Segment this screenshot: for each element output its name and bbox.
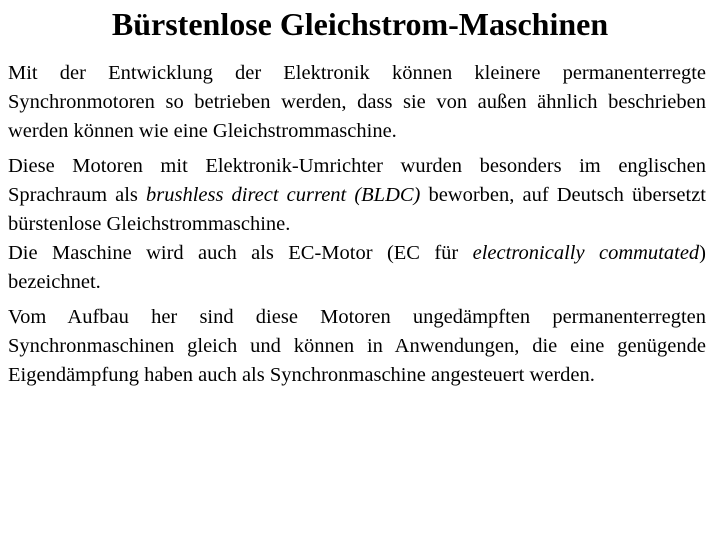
paragraph-3-text-start: Die Maschine wird auch als EC-Motor (EC für [8,242,473,264]
paragraph-2-text-start: Diese Motoren mit Elektronik-Umrichter wurden besonders im englischen Sprachraum als [8,155,706,206]
paragraph-2-text-end: beworben, auf Deutsch übersetzt bürstenlose Gleichstrommaschine. [8,184,706,235]
slide-body [8,59,706,396]
slide-title: Bürstenlose Gleichstrom-Maschinen [111,6,609,42]
paragraph-3 [8,239,706,297]
paragraph-3-emphasis: electronically commutated [472,242,700,264]
paragraph-2 [8,152,706,239]
paragraph-2-emphasis: brushless direct current (BLDC) [145,184,421,206]
paragraph-1: Mit der Entwicklung der Elektronik können kleinere permanenterregte Synchronmotoren so betrieben werden, dass sie von außen ähnlich beschrieben werden können wie eine Gleichstrommaschine. [8,62,706,142]
paragraph-3-text-end: ) bezeichnet. [8,242,706,293]
paragraph-4: Vom Aufbau her sind diese Motoren ungedämpften permanenterregten Synchronmaschinen gleich und können in Anwendungen, die eine genügende Eigendämpfung haben auch als Synchronmaschine angesteuert werden. [8,306,706,386]
